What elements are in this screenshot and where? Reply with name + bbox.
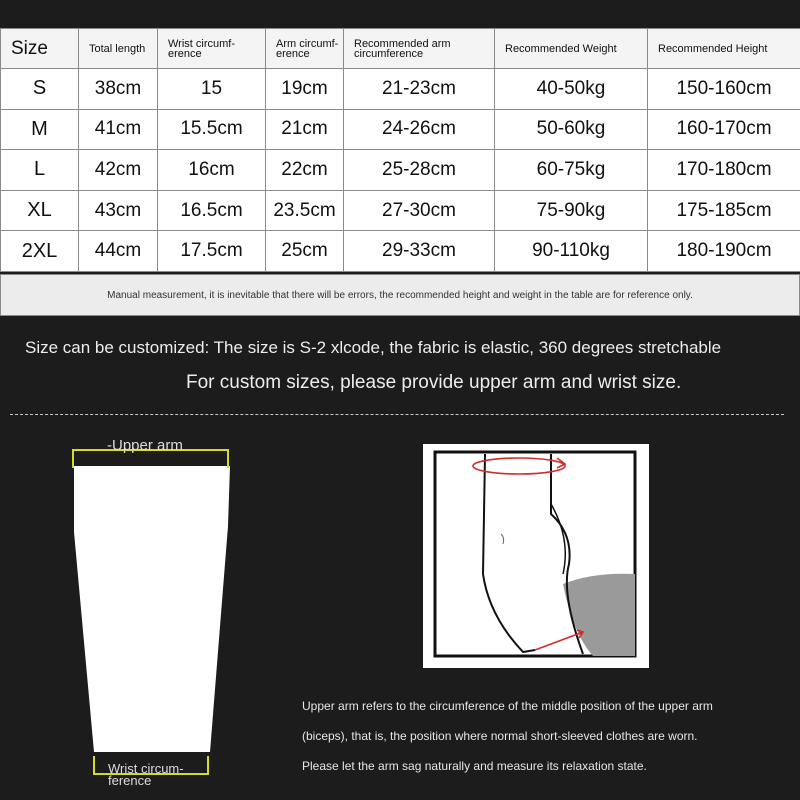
wrist-label xyxy=(108,763,184,787)
table-cell: 21-23cm xyxy=(344,69,495,110)
wrist-label-line: ference xyxy=(108,773,152,788)
size-table xyxy=(0,28,800,272)
table-row xyxy=(1,231,800,272)
header-recommended-weight: Recommended Weight xyxy=(495,29,648,69)
custom-size-notice: Size can be customized: The size is S-2 xlcode, the fabric is elastic, 360 degrees stretchable xyxy=(25,338,722,357)
table-cell: 22cm xyxy=(266,150,344,191)
table-header-row xyxy=(1,29,800,69)
size-cell: 2XL xyxy=(1,231,79,272)
table-cell: 44cm xyxy=(79,231,158,272)
size-chart xyxy=(0,28,800,316)
table-cell: 41cm xyxy=(79,109,158,150)
table-cell: 175-185cm xyxy=(648,190,800,231)
table-row xyxy=(1,190,800,231)
table-cell: 29-33cm xyxy=(344,231,495,272)
table-cell: 17.5cm xyxy=(158,231,266,272)
table-cell: 170-180cm xyxy=(648,150,800,191)
size-cell: M xyxy=(1,109,79,150)
table-cell: 60-75kg xyxy=(495,150,648,191)
header-recommended-arm-circumference: Recommended arm circumference xyxy=(344,29,495,69)
table-cell: 38cm xyxy=(79,69,158,110)
wrist-measure-line xyxy=(535,632,583,650)
table-row xyxy=(1,109,800,150)
bicep-fold xyxy=(551,504,565,574)
table-cell: 15 xyxy=(158,69,266,110)
table-cell: 15.5cm xyxy=(158,109,266,150)
sleeve-shape xyxy=(74,466,230,752)
table-cell: 27-30cm xyxy=(344,190,495,231)
header-size: Size xyxy=(1,29,79,69)
description-line: Please let the arm sag naturally and measure its relaxation state. xyxy=(302,759,647,773)
body-shadow xyxy=(563,574,635,656)
table-cell: 75-90kg xyxy=(495,190,648,231)
description-line: (biceps), that is, the position where normal short-sleeved clothes are worn. xyxy=(302,729,698,743)
table-cell: 24-26cm xyxy=(344,109,495,150)
header-arm-circumference: Arm circumf- erence xyxy=(266,29,344,69)
table-cell: 40-50kg xyxy=(495,69,648,110)
table-cell: 43cm xyxy=(79,190,158,231)
size-cell: S xyxy=(1,69,79,110)
table-row xyxy=(1,150,800,191)
elbow-crease xyxy=(501,534,504,544)
table-cell: 90-110kg xyxy=(495,231,648,272)
table-cell: 50-60kg xyxy=(495,109,648,150)
size-cell: XL xyxy=(1,190,79,231)
table-cell: 150-160cm xyxy=(648,69,800,110)
description-line: Upper arm refers to the circumference of the middle position of the upper arm xyxy=(302,699,713,713)
table-row xyxy=(1,69,800,110)
sleeve-diagram xyxy=(60,436,250,800)
table-cell: 42cm xyxy=(79,150,158,191)
custom-size-instruction: For custom sizes, please provide upper arm and wrist size. xyxy=(186,372,682,393)
measurement-note: Manual measurement, it is inevitable that there will be errors, the recommended height and weight in the table are for reference only. xyxy=(0,274,800,316)
header-recommended-height: Recommended Height xyxy=(648,29,800,69)
table-cell: 16.5cm xyxy=(158,190,266,231)
header-wrist-circumference: Wrist circumf- erence xyxy=(158,29,266,69)
arm-outline-back xyxy=(483,454,535,652)
table-cell: 16cm xyxy=(158,150,266,191)
header-total-length: Total length xyxy=(79,29,158,69)
table-cell: 19cm xyxy=(266,69,344,110)
arm-illustration xyxy=(423,444,649,668)
upper-arm-label: -Upper arm xyxy=(107,437,183,454)
arm-measurement-figure xyxy=(423,444,649,668)
table-cell: 25-28cm xyxy=(344,150,495,191)
table-cell: 160-170cm xyxy=(648,109,800,150)
table-cell: 21cm xyxy=(266,109,344,150)
size-cell: L xyxy=(1,150,79,191)
table-cell: 25cm xyxy=(266,231,344,272)
wrist-label-line: Wrist circum- xyxy=(108,761,184,776)
table-cell: 23.5cm xyxy=(266,190,344,231)
table-cell: 180-190cm xyxy=(648,231,800,272)
dashed-divider xyxy=(10,414,784,415)
